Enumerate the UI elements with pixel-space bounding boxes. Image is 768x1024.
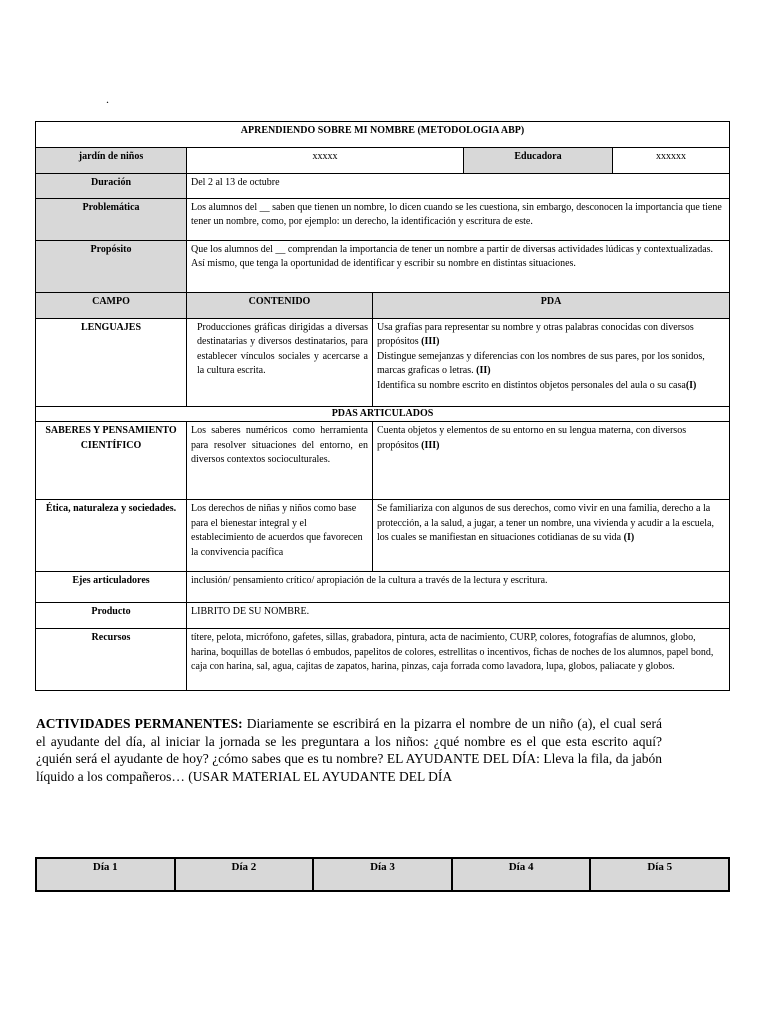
lenguajes-pda-3: Identifica su nombre escrito en distintos objetos personales del aula o su casa [377,379,686,391]
proposito-value: Que los alumnos del __ comprendan la importancia de tener un nombre a partir de diversas actividades lúdicas y contextualizadas. Así mismo, que tenga la oportunidad de identificar y escribir su nombre en distintas situaciones. [187,241,730,293]
educadora-label: Educadora [464,148,613,174]
duracion-label: Duración [36,174,187,199]
day-4-header: Día 4 [452,858,591,891]
day-2-header: Día 2 [175,858,314,891]
plan-title: APRENDIENDO SOBRE MI NOMBRE (METODOLOGIA ABP) [36,122,730,148]
etica-campo: Ética, naturaleza y sociedades. [36,500,187,572]
planning-table [35,121,730,691]
jardin-label: jardín de niños [36,148,187,174]
saberes-pda [373,422,730,500]
producto-value: LIBRITO DE SU NOMBRE. [187,603,730,629]
lenguajes-pda-2-tag: (II) [476,365,491,377]
proposito-label: Propósito [36,241,187,293]
actividades-label: ACTIVIDADES PERMANENTES: [36,716,243,731]
jardin-value: xxxxx [187,148,464,174]
actividades-text: Diariamente se escribirá en la pizarra el nombre de un niño (a), el cual será el ayudante del día, al iniciar la jornada se les preguntara a los niños: ¿qué nombre es el que esta escrito aquí? ¿quién será el ayudante de hoy? ¿cómo sabes que es tu nombre? EL AYUDANTE DEL DÍA: Lleva la fila, da jabón líquido a los compañeros… (USAR MATERIAL EL AYUDANTE DEL DÍA [36,716,662,784]
campo-header: CAMPO [36,293,187,319]
lenguajes-pda-1: Usa grafías para representar su nombre y otras palabras conocidas con diversos propósitos [377,322,694,348]
ejes-value: inclusión/ pensamiento crítico/ apropiación de la cultura a través de la lectura y escritura. [187,572,730,603]
ejes-label: Ejes articuladores [36,572,187,603]
recursos-value: títere, pelota, micrófono, gafetes, sillas, grabadora, pintura, acta de nacimiento, CURP, colores, fotografías de alumnos, globo, harina, boquillas de botellas ó embudos, papelitos de colores, estrellitas o incentivos, fichas de noches de los alumnos, papel bond, caja con harina, sal, agua, cajitas de zapatos, harina, pinzas, caja forrada como lavadora, lupa, globos, paliacate y globos. [187,629,730,691]
recursos-label: Recursos [36,629,187,691]
day-1-header: Día 1 [36,858,175,891]
etica-contenido: Los derechos de niñas y niños como base para el bienestar integral y el establecimiento de acuerdos que favorecen la convivencia pacífica [187,500,373,572]
actividades-permanentes [36,715,662,785]
etica-pda-tag: (I) [623,532,635,544]
lenguajes-campo: LENGUAJES [36,319,187,407]
problematica-value: Los alumnos del __ saben que tienen un nombre, lo dicen cuando se les cuestiona, sin embargo, desconocen la importancia que tiene tener un nombre, como, por ejemplo: un derecho, la identificación y escritura de este. [187,199,730,241]
lenguajes-pda-3-tag: (I) [685,379,697,391]
producto-label: Producto [36,603,187,629]
lenguajes-pda-1-tag: (III) [421,336,440,348]
problematica-label: Problemática [36,199,187,241]
days-table [35,857,730,892]
contenido-header: CONTENIDO [187,293,373,319]
saberes-campo: SABERES Y PENSAMIENTO CIENTÍFICO [36,422,187,500]
saberes-pda-text: Cuenta objetos y elementos de su entorno en su lengua materna, con diversos propósitos [377,425,687,451]
day-3-header: Día 3 [313,858,452,891]
stray-dot: . [106,92,109,106]
duracion-value: Del 2 al 13 de octubre [187,174,730,199]
saberes-contenido: Los saberes numéricos como herramienta para resolver situaciones del entorno, en diversos contextos socioculturales. [187,422,373,500]
lenguajes-contenido: Producciones gráficas dirigidas a diversas destinatarias y diversos destinatarios, para establecer vínculos sociales y acercarse a la cultura escrita. [187,319,373,407]
lenguajes-pda-2: Distingue semejanzas y diferencias con los nombres de sus pares, por los sonidos, marcas graficas o letras. [377,350,705,377]
etica-pda [373,500,730,572]
saberes-pda-tag: (III) [421,439,440,451]
pdas-articulados-header: PDAS ARTICULADOS [36,407,730,422]
lenguajes-pda [373,319,730,407]
educadora-value: xxxxxx [613,148,730,174]
etica-pda-text: Se familiariza con algunos de sus derechos, como vivir en una familia, derecho a la protección, a la salud, a jugar, a tener un nombre, una vivienda y acudir a la escuela, los cuales se manifiestan en situaciones cotidianas de su vida [377,503,714,544]
pda-header: PDA [373,293,730,319]
day-5-header: Día 5 [590,858,729,891]
